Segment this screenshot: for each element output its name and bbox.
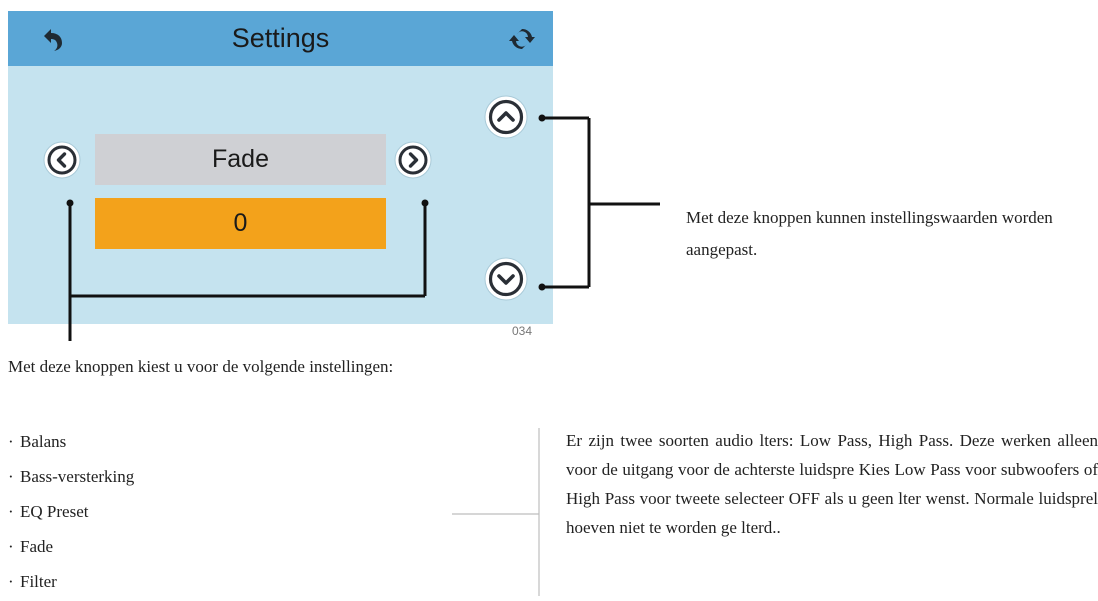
- select-buttons-note: Met deze knoppen kiest u voor de volgende instellingen:: [8, 357, 394, 376]
- list-item: · Fade: [8, 537, 54, 556]
- screen-code: 034: [512, 324, 533, 338]
- adjust-buttons-note: Met deze knoppen kunnen instellingswaarden worden aangepast.: [686, 208, 1053, 259]
- list-item: · Bass-versterking: [8, 467, 135, 486]
- refresh-icon[interactable]: [506, 23, 538, 55]
- settings-list: [8, 424, 134, 599]
- undo-arrow-icon[interactable]: [36, 23, 68, 55]
- list-item: · EQ Preset: [8, 502, 89, 521]
- list-item: · Filter: [8, 572, 57, 591]
- filter-note: Er zijn twee soorten audio lters: Low Pass, High Pass. Deze werken alleen voor de uitgang voor de achterste luidspre Kies Low Pass voor subwoofers of High Pass voor tweete selecteer OFF als u geen lter wenst. Normale luidsprel hoeven niet te worden ge lterd..: [566, 431, 1098, 537]
- setting-value: 0: [95, 198, 386, 249]
- device-screen: [8, 11, 553, 324]
- setting-label: Fade: [95, 134, 386, 185]
- list-item: · Balans: [8, 432, 67, 451]
- chevron-left-circle-icon[interactable]: [43, 141, 81, 179]
- page-title: Settings: [231, 23, 330, 53]
- chevron-up-circle-icon[interactable]: [484, 95, 528, 139]
- chevron-down-circle-icon[interactable]: [484, 257, 528, 301]
- chevron-right-circle-icon[interactable]: [394, 141, 432, 179]
